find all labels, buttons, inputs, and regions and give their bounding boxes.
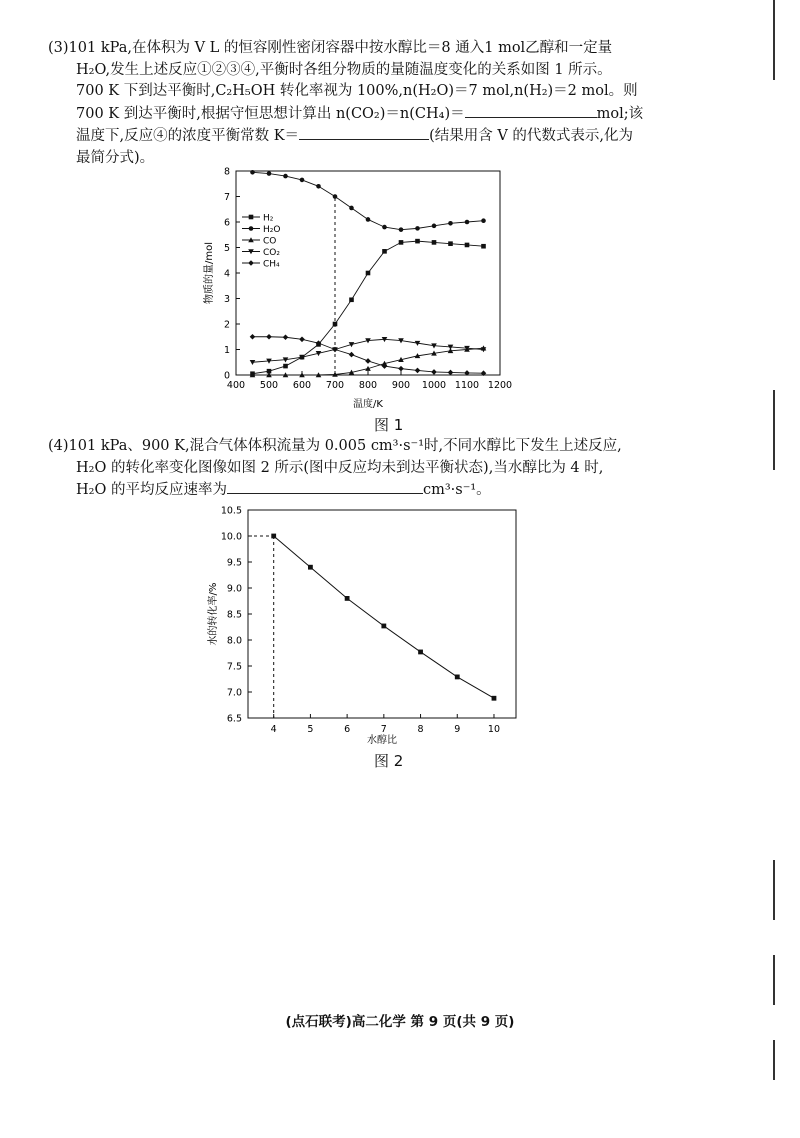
data-point bbox=[366, 271, 371, 276]
data-point bbox=[308, 565, 313, 570]
data-point bbox=[316, 184, 321, 189]
y-tick-label: 1 bbox=[223, 345, 230, 356]
y-tick-label: 9.0 bbox=[226, 583, 242, 595]
scan-edge-line bbox=[773, 860, 775, 920]
data-point bbox=[300, 178, 305, 183]
x-tick-label: 500 bbox=[259, 380, 279, 391]
x-tick-label: 10 bbox=[487, 724, 501, 735]
data-point bbox=[448, 221, 453, 226]
q4-line3-tail: cm³·s⁻¹。 bbox=[422, 482, 491, 498]
x-tick-label: 1200 bbox=[487, 380, 513, 391]
data-point bbox=[432, 224, 437, 229]
q3-line5-text: 温度下,反应④的浓度平衡常数 K＝ bbox=[76, 128, 300, 144]
data-point bbox=[382, 225, 387, 230]
data-point bbox=[448, 370, 454, 376]
x-tick-label: 800 bbox=[358, 380, 378, 391]
data-point bbox=[266, 334, 272, 340]
q3-line6: 最简分式)。 bbox=[76, 149, 155, 166]
q3-line5-tail: (结果用含 V 的代数式表示,化为 bbox=[429, 128, 634, 144]
y-tick-label: 10.0 bbox=[220, 531, 242, 543]
legend-marker bbox=[249, 226, 254, 231]
fig1-x-axis-label: 温度/K bbox=[353, 399, 383, 410]
x-tick-label: 9 bbox=[454, 724, 461, 735]
data-point bbox=[299, 337, 305, 343]
y-tick-label: 3 bbox=[223, 294, 230, 305]
y-tick-label: 7.5 bbox=[226, 661, 242, 673]
conversion-line bbox=[274, 536, 494, 698]
data-point bbox=[455, 675, 460, 680]
legend-label: CO₂ bbox=[263, 248, 280, 258]
data-point bbox=[399, 240, 404, 245]
data-point bbox=[448, 241, 453, 246]
data-point bbox=[399, 227, 404, 232]
page-footer: (点石联考)高二化学 第 9 页(共 9 页) bbox=[285, 1014, 515, 1030]
scan-edge-line bbox=[773, 1040, 775, 1080]
q3-line2: H₂O,发生上述反应①②③④,平衡时各组分物质的量随温度变化的关系如图 1 所示。 bbox=[76, 61, 612, 78]
data-point bbox=[333, 194, 338, 199]
data-point bbox=[431, 369, 437, 375]
fig2-y-axis-label: 水的转化率/% bbox=[208, 582, 219, 646]
data-point bbox=[465, 220, 470, 225]
x-tick-label: 6 bbox=[344, 724, 351, 735]
x-tick-label: 1000 bbox=[421, 380, 447, 391]
answer-blank-k[interactable] bbox=[299, 125, 429, 140]
x-tick-label: 600 bbox=[292, 380, 312, 391]
q4-line1: (4)101 kPa、900 K,混合气体体积流量为 0.005 cm³·s⁻¹时,不同水醇比下发生上述反应, bbox=[48, 438, 622, 454]
scan-edge-line bbox=[773, 0, 775, 80]
figure-2-caption: 图 2 bbox=[374, 752, 404, 770]
data-point bbox=[415, 239, 420, 244]
data-point bbox=[250, 334, 256, 340]
q3-line4-tail: mol;该 bbox=[596, 105, 644, 122]
data-point bbox=[465, 243, 470, 248]
scan-edge-line bbox=[773, 955, 775, 1005]
x-tick-label: 1100 bbox=[454, 380, 480, 391]
data-point bbox=[250, 170, 255, 175]
legend-label: H₂ bbox=[263, 213, 274, 224]
data-point bbox=[283, 174, 288, 179]
data-point bbox=[365, 358, 371, 364]
answer-blank-rate[interactable] bbox=[227, 479, 423, 494]
legend-label: H₂O bbox=[263, 225, 281, 235]
data-point bbox=[345, 596, 350, 601]
y-tick-label: 0 bbox=[223, 370, 230, 382]
y-tick-label: 7.0 bbox=[226, 687, 242, 699]
figure-2-chart bbox=[200, 505, 530, 750]
data-point bbox=[418, 650, 423, 655]
q3-line4 bbox=[48, 103, 760, 126]
figure-1-chart bbox=[200, 165, 520, 415]
x-tick-label: 400 bbox=[226, 380, 246, 391]
scan-edge-line bbox=[773, 390, 775, 470]
data-point bbox=[283, 334, 289, 340]
legend-marker bbox=[249, 215, 254, 220]
y-tick-label: 8 bbox=[223, 166, 230, 178]
data-point bbox=[382, 249, 387, 254]
series-line-0 bbox=[253, 241, 484, 374]
data-point bbox=[333, 322, 338, 327]
q3-line3: 700 K 下到达平衡时,C₂H₅OH 转化率视为 100%,n(H₂O)＝7 mol,n(H₂)＝2 mol。则 bbox=[76, 83, 638, 99]
y-tick-label: 5 bbox=[223, 243, 230, 254]
legend-label: CH₄ bbox=[263, 259, 280, 270]
x-tick-label: 4 bbox=[270, 724, 277, 735]
data-point bbox=[271, 534, 276, 539]
data-point bbox=[481, 218, 486, 223]
y-tick-label: 2 bbox=[223, 319, 230, 331]
data-point bbox=[492, 696, 497, 701]
q4-line3 bbox=[48, 479, 760, 502]
y-tick-label: 6.5 bbox=[226, 713, 242, 725]
data-point bbox=[349, 297, 354, 302]
y-tick-label: 6 bbox=[223, 217, 230, 229]
data-point bbox=[283, 364, 288, 369]
legend-marker bbox=[248, 260, 254, 266]
data-point bbox=[432, 240, 437, 245]
data-point bbox=[481, 244, 486, 249]
y-tick-label: 4 bbox=[223, 268, 230, 280]
q4-line3-text: H₂O 的平均反应速率为 bbox=[76, 482, 227, 498]
question-4 bbox=[48, 436, 760, 502]
data-point bbox=[366, 217, 371, 222]
data-point bbox=[381, 624, 386, 629]
answer-blank-n[interactable] bbox=[465, 103, 597, 118]
data-point bbox=[398, 366, 404, 372]
figure-1-caption: 图 1 bbox=[374, 416, 404, 434]
data-point bbox=[349, 352, 355, 358]
data-point bbox=[415, 226, 420, 231]
data-point bbox=[349, 206, 354, 211]
question-3 bbox=[48, 38, 760, 169]
x-tick-label: 7 bbox=[380, 724, 387, 735]
y-tick-label: 8.0 bbox=[226, 635, 242, 647]
q3-line4-text: 700 K 到达平衡时,根据守恒思想计算出 n(CO₂)＝n(CH₄)＝ bbox=[76, 105, 465, 122]
y-tick-label: 9.5 bbox=[226, 557, 242, 569]
legend-label: CO bbox=[263, 236, 277, 247]
y-tick-label: 7 bbox=[223, 192, 230, 203]
fig2-x-axis-label: 水醇比 bbox=[367, 735, 397, 746]
x-tick-label: 8 bbox=[417, 724, 424, 735]
q3-line1: (3)101 kPa,在体积为 V L 的恒容刚性密闭容器中按水醇比＝8 通入1 mol乙醇和一定量 bbox=[48, 40, 613, 56]
y-tick-label: 8.5 bbox=[226, 609, 242, 621]
data-point bbox=[267, 171, 272, 176]
x-tick-label: 5 bbox=[307, 724, 314, 735]
x-tick-label: 700 bbox=[325, 380, 345, 391]
q4-line2: H₂O 的转化率变化图像如图 2 所示(图中反应均未到达平衡状态),当水醇比为 4 时, bbox=[76, 459, 604, 476]
y-tick-label: 10.5 bbox=[220, 505, 242, 517]
data-point bbox=[415, 368, 421, 374]
x-tick-label: 900 bbox=[391, 380, 411, 391]
fig1-y-axis-label: 物质的量/mol bbox=[204, 241, 215, 305]
q3-line5 bbox=[48, 125, 760, 148]
